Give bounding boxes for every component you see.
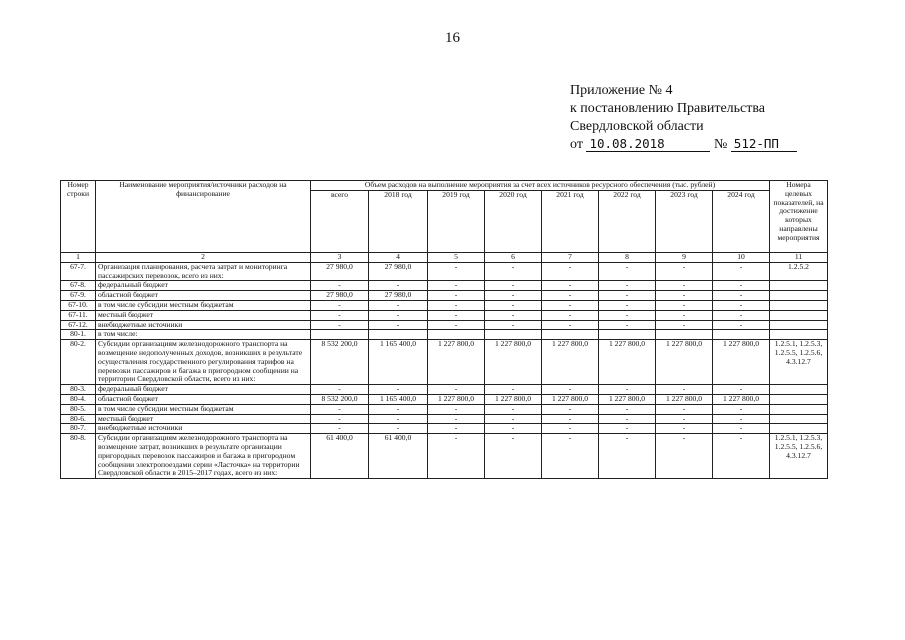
row-value: - [713,424,770,434]
table-body [61,262,828,478]
row-value [485,330,542,340]
row-value: - [311,404,369,414]
table-row [61,414,828,424]
row-targets [770,291,828,301]
row-value: - [428,414,485,424]
table-row [61,394,828,404]
row-value: - [485,404,542,414]
col-index: 10 [713,252,770,262]
row-targets [770,281,828,291]
row-value: - [542,281,599,291]
col-index: 6 [485,252,542,262]
row-number: 80-6. [61,414,96,424]
row-value: - [656,320,713,330]
row-value: - [656,262,713,281]
table-row [61,330,828,340]
row-value [369,330,428,340]
row-value: - [713,262,770,281]
number-value: 512-ПП [731,136,797,152]
row-number: 80-8. [61,434,96,479]
header-2020: 2020 год [485,190,542,252]
number-label: № [713,137,728,152]
row-value: - [428,291,485,301]
row-value: - [713,404,770,414]
row-value: - [599,404,656,414]
header-2024: 2024 год [713,190,770,252]
row-value: 1 227 800,0 [428,340,485,385]
row-value: 1 165 400,0 [369,340,428,385]
table-row [61,281,828,291]
row-name: Субсидии организациям железнодорожного транспорта на возмещение затрат, возникших в результате организации пригородных перевозок пассажиров и багажа в пригородном сообщении электропоездами серии «Ласточка» на территории Свердловской области в 2015–2017 годах, всего из них: [96,434,311,479]
row-value [542,330,599,340]
appendix-line-2: к постановлению Правительства [570,101,766,116]
row-number: 67-7. [61,262,96,281]
row-value: 1 227 800,0 [656,394,713,404]
row-value: - [369,424,428,434]
row-value: - [428,262,485,281]
row-name: областной бюджет [96,394,311,404]
header-2019: 2019 год [428,190,485,252]
appendix-date-line [570,136,797,154]
row-value: - [485,414,542,424]
table-row [61,404,828,414]
row-value: - [428,385,485,395]
row-value: 27 980,0 [369,262,428,281]
col-index: 3 [311,252,369,262]
row-value: 1 227 800,0 [599,394,656,404]
row-value: - [542,385,599,395]
col-index: 8 [599,252,656,262]
row-value: - [656,434,713,479]
row-name: федеральный бюджет [96,385,311,395]
row-value: - [369,281,428,291]
row-number: 80-1. [61,330,96,340]
row-value: - [599,385,656,395]
header-name: Наименование мероприятия/источники расходов на финансирование [96,181,311,253]
row-name: федеральный бюджет [96,281,311,291]
row-value: - [542,291,599,301]
column-index-row [61,252,828,262]
row-value: - [428,310,485,320]
row-targets: 1.2.5.1, 1.2.5.3, 1.2.5.5, 1.2.5.6, 4.3.12.7 [770,340,828,385]
row-number: 67-10. [61,300,96,310]
row-name: в том числе субсидии местным бюджетам [96,300,311,310]
col-index: 11 [770,252,828,262]
row-value: - [369,310,428,320]
row-value: - [656,300,713,310]
row-name: Субсидии организациям железнодорожного транспорта на возмещение недополученных доходов, возникших в результате осуществления государственного регулирования тарифов на перевозки пассажиров и багажа в пригородном сообщении на территории Свердловской области, всего из них: [96,340,311,385]
row-name: внебюджетные источники [96,320,311,330]
row-value: - [656,385,713,395]
row-value: - [369,404,428,414]
row-value: 1 227 800,0 [599,340,656,385]
row-value: - [713,414,770,424]
row-value: 27 980,0 [369,291,428,301]
row-value: - [485,262,542,281]
col-index: 2 [96,252,311,262]
col-index: 4 [369,252,428,262]
row-value: - [656,310,713,320]
row-value: - [713,385,770,395]
row-number: 67-9. [61,291,96,301]
row-targets [770,394,828,404]
table-row [61,340,828,385]
row-number: 80-4. [61,394,96,404]
row-value: - [656,414,713,424]
row-targets [770,385,828,395]
col-index: 1 [61,252,96,262]
table-row [61,310,828,320]
row-value: - [713,300,770,310]
row-value: - [428,320,485,330]
row-value: - [485,385,542,395]
row-value [599,330,656,340]
row-value: 1 227 800,0 [485,340,542,385]
row-name: Организация планирования, расчета затрат и мониторинга пассажирских перевозок, всего из них: [96,262,311,281]
row-number: 67-11. [61,310,96,320]
page-number: 16 [445,30,460,46]
header-2023: 2023 год [656,190,713,252]
row-name: в том числе: [96,330,311,340]
row-value: - [656,281,713,291]
row-value: - [713,434,770,479]
row-value: - [599,291,656,301]
row-number: 80-2. [61,340,96,385]
row-value: - [656,424,713,434]
table-row [61,424,828,434]
appendix-title: Приложение № 4 [570,83,673,98]
row-value: - [542,424,599,434]
row-number: 80-5. [61,404,96,414]
row-value: 61 400,0 [311,434,369,479]
row-value: - [428,300,485,310]
row-value: - [713,281,770,291]
row-value: - [542,404,599,414]
row-name: внебюджетные источники [96,424,311,434]
row-value: - [656,404,713,414]
row-number: 80-7. [61,424,96,434]
row-number: 67-8. [61,281,96,291]
row-value: - [428,434,485,479]
row-value [311,330,369,340]
row-value: - [311,424,369,434]
row-value: - [369,320,428,330]
row-number: 67-12. [61,320,96,330]
table-row [61,385,828,395]
appendix-block [570,82,797,154]
header-row-number: Номер строки [61,181,96,253]
row-value: - [311,300,369,310]
row-value: - [599,310,656,320]
row-name: местный бюджет [96,310,311,320]
row-value: - [369,385,428,395]
row-value: - [369,300,428,310]
row-value: - [485,320,542,330]
row-value: 1 227 800,0 [542,394,599,404]
row-value: - [311,414,369,424]
row-value: 27 980,0 [311,262,369,281]
row-targets [770,404,828,414]
row-value: - [485,424,542,434]
row-targets [770,330,828,340]
row-number: 80-3. [61,385,96,395]
table-row [61,320,828,330]
row-targets [770,414,828,424]
row-value: 8 532 200,0 [311,340,369,385]
row-value: - [542,434,599,479]
row-value: - [599,414,656,424]
row-value [656,330,713,340]
row-value: - [713,320,770,330]
row-value: 1 227 800,0 [428,394,485,404]
row-value: - [599,300,656,310]
row-value: - [485,310,542,320]
row-value: - [485,300,542,310]
row-value: - [311,385,369,395]
table-row [61,291,828,301]
date-label: от [570,137,583,152]
row-value [428,330,485,340]
row-value: - [311,281,369,291]
table-row [61,300,828,310]
row-value: 8 532 200,0 [311,394,369,404]
expenditure-table [60,180,828,479]
row-value: 1 165 400,0 [369,394,428,404]
header-2021: 2021 год [542,190,599,252]
date-value: 10.08.2018 [586,136,710,152]
table-row [61,434,828,479]
row-name: в том числе субсидии местным бюджетам [96,404,311,414]
header-2022: 2022 год [599,190,656,252]
row-targets [770,300,828,310]
row-value: - [713,291,770,301]
row-value: - [542,310,599,320]
row-value: - [542,320,599,330]
col-index: 9 [656,252,713,262]
header-2018: 2018 год [369,190,428,252]
row-value: 1 227 800,0 [713,340,770,385]
row-value: - [428,424,485,434]
row-value: 1 227 800,0 [542,340,599,385]
row-value: - [713,310,770,320]
row-value: - [311,320,369,330]
row-value: - [599,320,656,330]
row-value: - [485,434,542,479]
row-targets [770,320,828,330]
row-targets [770,310,828,320]
row-value: - [542,300,599,310]
row-value [713,330,770,340]
row-value: - [485,281,542,291]
row-targets: 1.2.5.1, 1.2.5.3, 1.2.5.5, 1.2.5.6, 4.3.12.7 [770,434,828,479]
row-value: - [542,414,599,424]
row-value: - [599,281,656,291]
col-index: 5 [428,252,485,262]
table-row [61,262,828,281]
row-value: - [428,404,485,414]
row-value: - [656,291,713,301]
row-value: - [311,310,369,320]
row-value: 27 980,0 [311,291,369,301]
col-index: 7 [542,252,599,262]
row-value: - [599,262,656,281]
row-value: 1 227 800,0 [485,394,542,404]
header-expenditure-group: Объем расходов на выполнение мероприятия за счет всех источников ресурсного обеспечения (тыс. рублей) [311,181,770,191]
row-targets: 1.2.5.2 [770,262,828,281]
row-targets [770,424,828,434]
row-value: 61 400,0 [369,434,428,479]
row-value: - [428,281,485,291]
header-targets: Номера целевых показателей, на достижение которых направлены мероприятия [770,181,828,253]
row-value: - [485,291,542,301]
header-total: всего [311,190,369,252]
row-name: местный бюджет [96,414,311,424]
row-name: областной бюджет [96,291,311,301]
appendix-line-3: Свердловской области [570,119,704,134]
row-value: - [599,434,656,479]
row-value: - [369,414,428,424]
row-value: - [542,262,599,281]
row-value: 1 227 800,0 [713,394,770,404]
row-value: 1 227 800,0 [656,340,713,385]
row-value: - [599,424,656,434]
